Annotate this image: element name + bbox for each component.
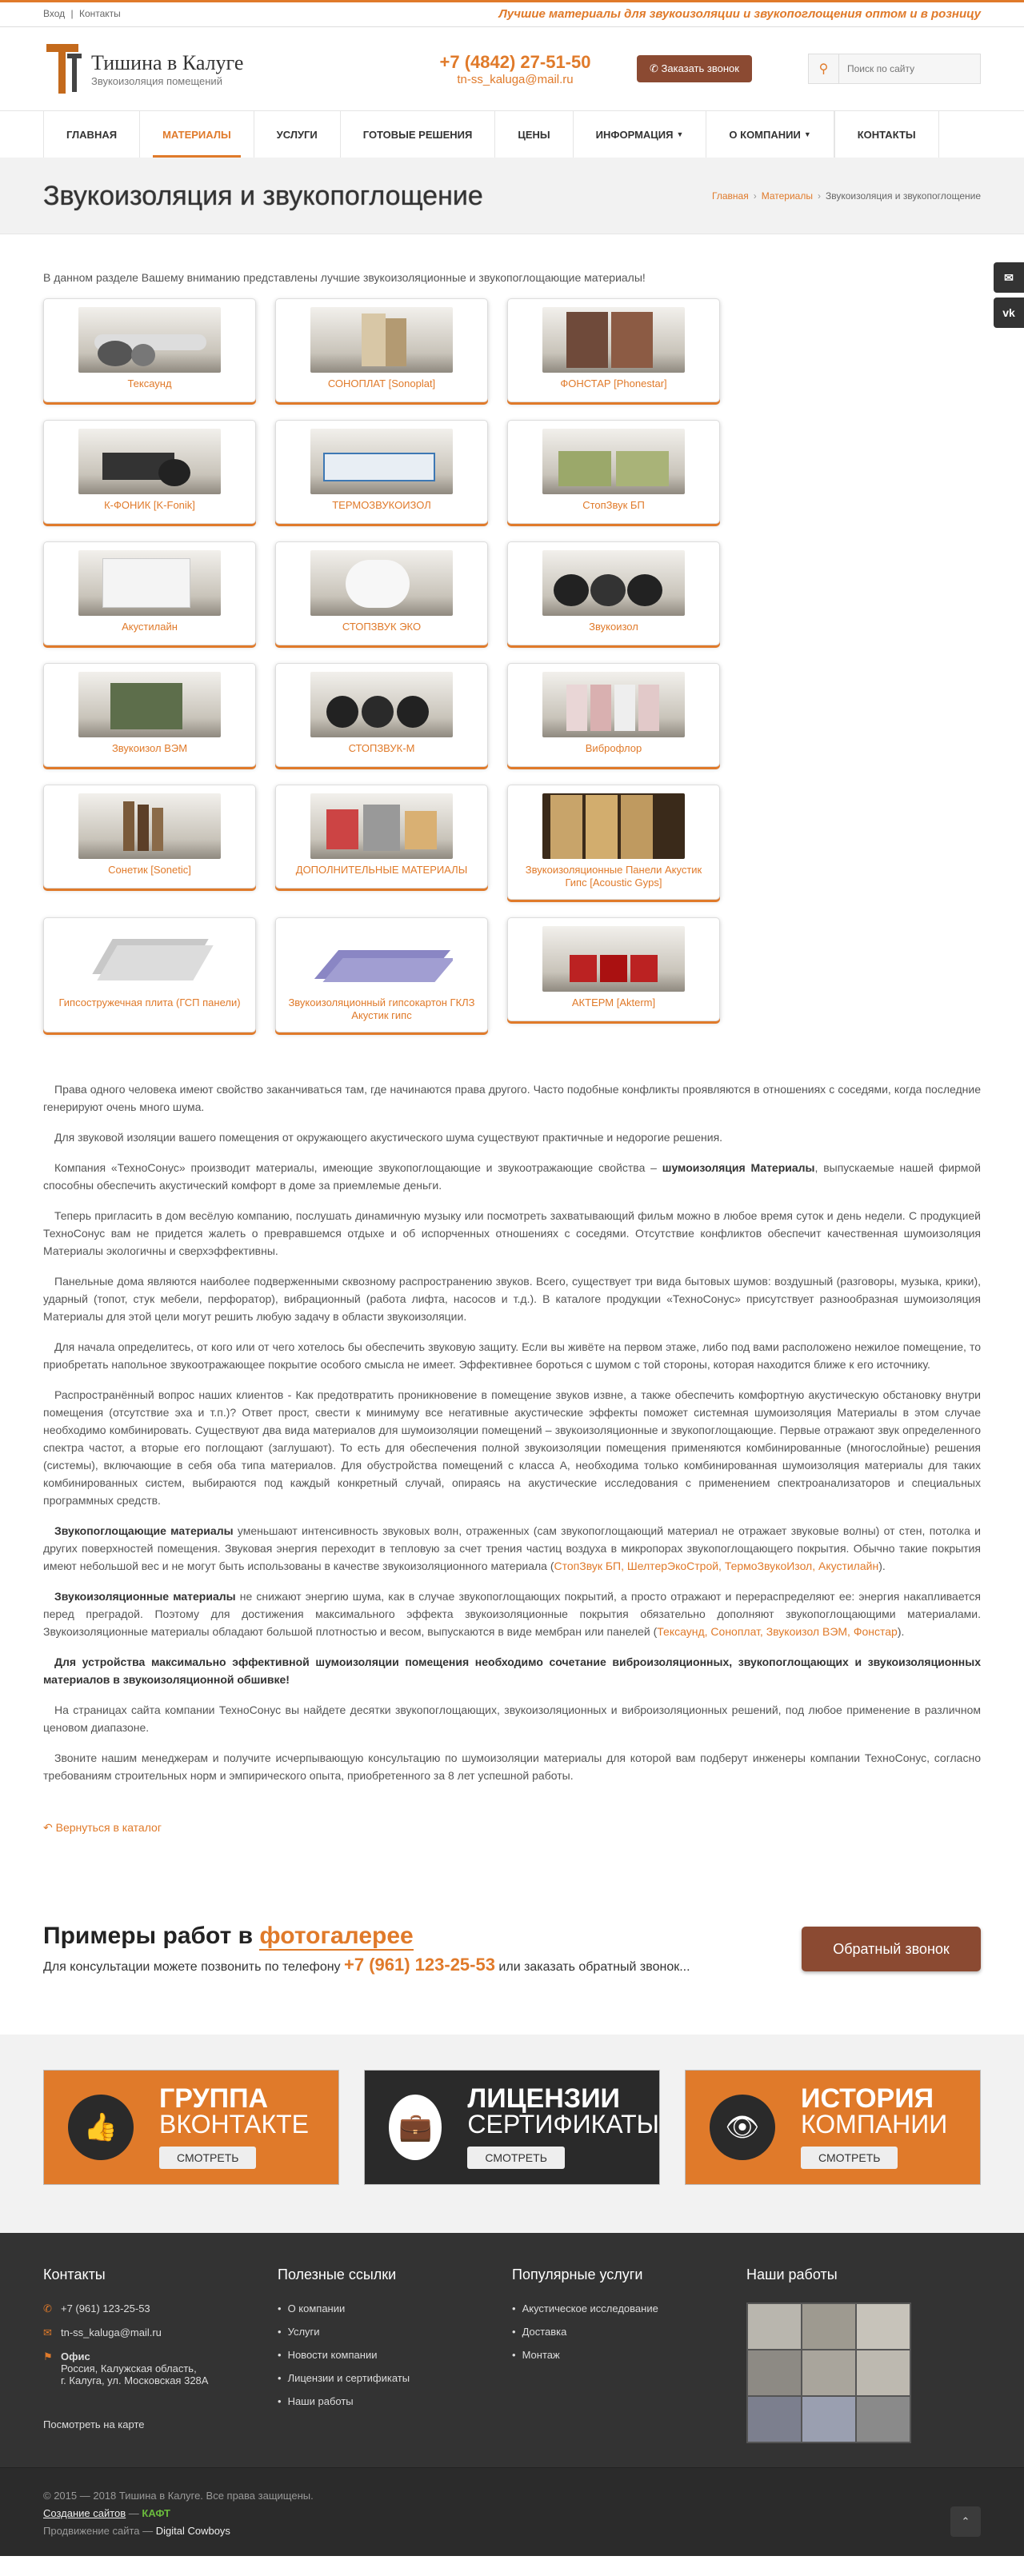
product-title: Тексаунд xyxy=(127,377,172,389)
banner-licenses[interactable]: 💼 ЛИЦЕНЗИИ СЕРТИФИКАТЫ СМОТРЕТЬ xyxy=(364,2070,660,2185)
product-image xyxy=(78,550,221,616)
mail-icon[interactable]: ✉ xyxy=(994,262,1024,293)
copyright-bar: © 2015 — 2018 Тишина в Калуге. Все права защищены. Создание сайтов — КАФТ Продвижение сайта — Digital Cowboys ⌃ xyxy=(0,2467,1024,2556)
footer-service-link[interactable]: • Доставка xyxy=(512,2326,746,2338)
back-to-catalog-link[interactable] xyxy=(43,1821,981,1835)
product-card[interactable] xyxy=(275,663,488,767)
back-label: Вернуться в каталог xyxy=(55,1821,162,1834)
paragraph: Права одного человека имеют свойство заканчиваться там, где начинаются права другого. Часто подобные конфликты проявляются в отношениях с соседями, когда последние генерируют очень много шума. xyxy=(43,1083,981,1113)
logo-title: Тишина в Калуге xyxy=(91,50,244,74)
banner-vk[interactable]: 👍 ГРУППА ВКОНТАКТЕ СМОТРЕТЬ xyxy=(43,2070,339,2185)
banners xyxy=(0,2035,1024,2233)
product-card[interactable] xyxy=(507,917,720,1021)
search-icon[interactable]: ⚲ xyxy=(809,54,839,83)
materials-link[interactable]: Тексаунд, Соноплат, Звукоизол ВЭМ, Фонстар xyxy=(657,1625,898,1638)
gallery-thumb[interactable] xyxy=(747,2303,802,2350)
breadcrumb-current: Звукоизоляция и звукопоглощение xyxy=(825,190,981,202)
topbar xyxy=(0,0,1024,27)
product-image xyxy=(542,672,685,737)
footer-service-link[interactable]: • Монтаж xyxy=(512,2349,746,2361)
product-title: Звукоизоляционные Панели Акустик Гипс [Acoustic Gyps] xyxy=(525,864,702,889)
product-image xyxy=(542,550,685,616)
product-title: Виброфлор xyxy=(585,742,642,754)
nav-home[interactable]: ГЛАВНАЯ xyxy=(43,111,140,158)
caret-down-icon: ▼ xyxy=(676,130,684,138)
map-link[interactable]: Посмотреть на карте xyxy=(43,2418,145,2430)
product-title: К-ФОНИК [K-Fonik] xyxy=(104,499,195,511)
page-title: Звукоизоляция и звукопоглощение xyxy=(43,180,483,211)
product-grid xyxy=(43,298,939,1032)
gallery-thumb[interactable] xyxy=(802,2396,856,2442)
dev-link[interactable]: Создание сайтов xyxy=(43,2507,126,2519)
gallery-thumb[interactable] xyxy=(747,2350,802,2396)
product-card[interactable] xyxy=(275,420,488,524)
gallery-thumb[interactable] xyxy=(856,2350,910,2396)
banner-button[interactable]: СМОТРЕТЬ xyxy=(159,2147,256,2169)
product-card[interactable] xyxy=(507,298,720,402)
breadcrumb-materials[interactable]: Материалы xyxy=(761,190,813,202)
product-card[interactable] xyxy=(43,663,256,767)
social-sidebar xyxy=(994,262,1024,333)
works-title: Примеры работ в фотогалерее xyxy=(43,1923,414,1949)
article xyxy=(43,1080,981,1784)
footer-services: Популярные услуги • Акустическое исследование • Доставка • Монтаж xyxy=(512,2266,746,2443)
nav-contacts[interactable]: КОНТАКТЫ xyxy=(834,111,939,158)
product-card[interactable] xyxy=(43,785,256,889)
materials-link[interactable]: СтопЗвук БП, ШелтерЭкоСтрой, ТермоЗвукоИзол, Акустилайн xyxy=(554,1560,879,1572)
product-title: Сонетик [Sonetic] xyxy=(108,864,191,876)
vk-icon[interactable]: vk xyxy=(994,298,1024,328)
paragraph: Компания «ТехноСонус» производит материалы, имеющие звукопоглощающие и звукоотражающие свойства – шумоизоляция Материалы, выпускаемые нашей фирмой способны обеспечить акустический комфорт в доме за приемлемые деньги. xyxy=(43,1161,981,1192)
header-email[interactable]: tn-ss_kaluga@mail.ru xyxy=(457,72,574,86)
paragraph: Звукопоглощающие материалы уменьшают интенсивность звуковых волн, отраженных (сам звукопоглощающий материал не отражает звуковые волны) от стен, потолка и других поверхностей помещения. Звуковая энергия переходит в тепловую за счет трения частиц воздуха в микропорах звукопоглощающего покрытия. Обычно такие покрытия имеют небольшой вес и не могут быть использованы в качестве звукоизоляционного материала (СтопЗвук БП, ШелтерЭкоСтрой, ТермоЗвукоИзол, Акустилайн). xyxy=(43,1524,982,1572)
works-phone[interactable]: +7 (961) 123-25-53 xyxy=(344,1955,495,1975)
nav-prices[interactable]: ЦЕНЫ xyxy=(495,111,573,158)
product-image xyxy=(310,926,453,992)
banner-button[interactable]: СМОТРЕТЬ xyxy=(467,2147,564,2169)
breadcrumb-sep: › xyxy=(817,190,821,202)
banner-button[interactable]: СМОТРЕТЬ xyxy=(801,2147,898,2169)
footer-link[interactable]: • Наши работы xyxy=(278,2395,512,2407)
works-section xyxy=(0,1923,1024,2003)
main-nav xyxy=(0,110,1024,158)
product-card[interactable] xyxy=(43,420,256,524)
digital-cowboys-link[interactable]: Digital Cowboys xyxy=(155,2525,230,2537)
paragraph: Распространённый вопрос наших клиентов - Как предотвратить проникновение в помещение звуков извне, а также обеспечить комфортную акустическую обстановку внутри помещения (отсутствие эха и т.п.)? Ответ прост, свести к минимуму все негативные акустические эффекты поможет системная шумоизоляция Материалы в этом случае необходимо комбинировать. Существуют два вида материалов для шумоизоляции помещений – звукоизоляционные и звукопоглощающие. Первые отражают звук определенного спектра частот, а вторые его поглощают (заглушают). То есть для обеспечения полной звукоизоляции помещения применяются комбинированные (многослойные) решения (системы), включающие в себя оба типа материалов. Для обустройства помещений с класса А, необходима только комбинированная шумоизоляция материалы для таких комбинированных систем, выбираются под каждый конкретный случай, опираясь на акустические исследования с применением спектроанализаторов и специальных программных средств. xyxy=(43,1388,981,1507)
gallery-thumb[interactable] xyxy=(856,2303,910,2350)
product-card[interactable] xyxy=(507,541,720,645)
phone-icon: ✆ xyxy=(43,2302,52,2314)
paragraph: Для начала определитесь, от кого или от чего хотелось бы обеспечить звуковую защиту. Если вы живёте на первом этаже, либо под вами расположено нежилое помещение, то приобретать напольное звукоотражающее покрытие особого смысла не имеет. Эффективнее бороться с шумом с той стороны, которая находится ближе к его источнику. xyxy=(43,1340,981,1371)
product-image xyxy=(78,429,221,494)
works-subtitle: Для консультации можете позвонить по телефону +7 (961) 123-25-53 или заказать обратный звонок... xyxy=(43,1955,690,1975)
product-title: Звукоизоляционный гипсокартон ГКЛЗ Акустик гипс xyxy=(288,996,475,1021)
nav-info-label: ИНФОРМАЦИЯ xyxy=(595,128,674,141)
page-title-bar xyxy=(0,158,1024,234)
breadcrumb xyxy=(712,190,981,202)
breadcrumb-home[interactable]: Главная xyxy=(712,190,749,202)
product-image xyxy=(542,307,685,373)
product-title: Акустилайн xyxy=(122,621,178,633)
order-call-button[interactable] xyxy=(637,55,752,82)
footer-service-link[interactable]: • Акустическое исследование xyxy=(512,2302,746,2314)
product-card[interactable] xyxy=(507,420,720,524)
product-title: ФОНСТАР [Phonestar] xyxy=(560,377,667,389)
product-title: СОНОПЛАТ [Sonoplat] xyxy=(327,377,436,389)
order-call-label: Заказать звонок xyxy=(661,62,739,74)
product-card[interactable] xyxy=(275,917,488,1032)
gallery-thumb[interactable] xyxy=(802,2350,856,2396)
product-card[interactable] xyxy=(275,298,488,402)
topbar-separator: | xyxy=(70,8,74,19)
product-image xyxy=(542,793,685,859)
phone-icon: ✆ xyxy=(650,62,662,74)
caret-down-icon: ▼ xyxy=(803,130,811,138)
nav-about[interactable] xyxy=(706,111,834,158)
paragraph: На страницах сайта компании ТехноСонус вы найдете десятки звукопоглощающих, звукоизоляционных и виброизоляционных решений, под любое применение в различном ценовом диапазоне. xyxy=(43,1703,981,1734)
product-image xyxy=(310,793,453,859)
kaft-link[interactable]: КАФТ xyxy=(142,2507,170,2519)
paragraph: Панельные дома являются наиболее подверженными сквозному распространению звуков. Всего, существует три вида бытовых шумов: воздушный (разговоры, музыка, крики), ударный (топот, стук мебели, перфоратор), вибрационный (работа лифта, насосов и т.д.). В каталоге продукции «ТехноСонус» присутствует разнообразная шумоизоляция Материалы для этой цели могут решить любую задачу в области звукоизоляции. xyxy=(43,1275,981,1323)
product-title: СТОПЗВУК ЭКО xyxy=(342,621,422,633)
product-title: ТЕРМОЗВУКОИЗОЛ xyxy=(332,499,431,511)
logo-mark-icon xyxy=(43,41,88,97)
search-box xyxy=(808,54,981,84)
product-card[interactable] xyxy=(507,663,720,767)
product-title: АКТЕРМ [Akterm] xyxy=(571,996,656,1008)
footer-link[interactable]: • Лицензии и сертификаты xyxy=(278,2372,512,2384)
copyright-text: © 2015 — 2018 Тишина в Калуге. Все права защищены. xyxy=(43,2490,314,2502)
gallery-thumb[interactable] xyxy=(856,2396,910,2442)
product-card[interactable] xyxy=(275,785,488,889)
briefcase-icon: 💼 xyxy=(389,2095,442,2160)
footer-link[interactable]: • Услуги xyxy=(278,2326,512,2338)
thumbs-up-icon: 👍 xyxy=(68,2095,134,2160)
product-title: Звукоизол ВЭМ xyxy=(111,742,188,754)
product-image xyxy=(542,429,685,494)
banner-history[interactable]: 👁 ИСТОРИЯ КОМПАНИИ СМОТРЕТЬ xyxy=(685,2070,981,2185)
logo[interactable] xyxy=(43,41,379,97)
nav-solutions[interactable]: ГОТОВЫЕ РЕШЕНИЯ xyxy=(341,111,496,158)
product-title: СтопЗвук БП xyxy=(582,499,645,511)
footer-contacts: Контакты ✆ +7 (961) 123-25-53 ✉ tn-ss_kaluga@mail.ru ⚑ Офис Россия, Калужская область, г. Калуга, ул. Московская 328А Посмотреть на карте xyxy=(43,2266,278,2443)
mail-icon: ✉ xyxy=(43,2326,52,2338)
nav-info[interactable] xyxy=(574,111,707,158)
gallery-thumb[interactable] xyxy=(747,2396,802,2442)
intro-text: В данном разделе Вашему вниманию представлены лучшие звукоизоляционные и звукопоглощающие материалы! xyxy=(43,271,646,284)
eye-icon: 👁 xyxy=(710,2095,775,2160)
product-image xyxy=(310,550,453,616)
location-icon: ⚑ xyxy=(43,2350,53,2362)
header xyxy=(0,27,1024,110)
footer xyxy=(0,2233,1024,2467)
product-image xyxy=(542,926,685,992)
product-image xyxy=(78,793,221,859)
scroll-up-icon[interactable]: ⌃ xyxy=(950,2506,981,2537)
product-card[interactable] xyxy=(275,541,488,645)
product-card[interactable] xyxy=(43,541,256,645)
header-phone[interactable]: +7 (4842) 27-51-50 xyxy=(439,51,591,72)
footer-link[interactable]: • О компании xyxy=(278,2302,512,2314)
paragraph: Звукоизоляционные материалы не снижают энергию шума, как в случае звукопоглощающих покрытий, а просто отражают и перераспределяют ее: энергия накапливается перед преградой. Поэтому для достижения максимального эффекта звукоизоляционные покрытия обязательно дополняют звукопоглощающими материалами. Звукоизоляционные материалы обладают большой плотностью и весом, выпускаются в виде мембран или панелей (Тексаунд, Соноплат, Звукоизол ВЭМ, Фонстар). xyxy=(43,1590,981,1638)
paragraph: Теперь пригласить в дом весёлую компанию, послушать динамичную музыку или посмотреть захватывающий фильм можно в любое время суток и день недели. С продукцией ТехноСонус вам не придется жалеть о превравшемся отдыхе и об испорченных отношениях с соседями. Отсутствие конфликтов обеспечит качественная шумоизоляция Материалы экологичны и сверхэффективны. xyxy=(43,1209,981,1257)
product-title: Гипсостружечная плита (ГСП панели) xyxy=(58,996,241,1008)
reply-arrow-icon: ↶ xyxy=(43,1821,56,1834)
works-gallery xyxy=(746,2302,911,2443)
product-image xyxy=(78,307,221,373)
logo-subtitle: Звукоизоляция помещений xyxy=(91,74,222,87)
footer-works: Наши работы xyxy=(746,2266,981,2443)
paragraph: Для устройства максимально эффективной шумоизоляции помещения необходимо сочетание виброизоляционных, звукопоглощающих и звукоизоляционных материалов в звукоизоляционной обшивке! xyxy=(43,1655,981,1686)
footer-links: Полезные ссылки • О компании • Услуги • Новости компании • Лицензии и сертификаты • Наши работы xyxy=(278,2266,512,2443)
product-card[interactable] xyxy=(507,785,720,900)
gallery-link[interactable]: фотогалерее xyxy=(259,1923,414,1949)
nav-about-label: О КОМПАНИИ xyxy=(729,128,801,141)
product-image xyxy=(310,307,453,373)
login-link[interactable]: Вход xyxy=(43,8,66,19)
paragraph: Для звуковой изоляции вашего помещения от окружающего акустического шума существуют практичные и недорогие решения. xyxy=(54,1131,723,1144)
contacts-link[interactable]: Контакты xyxy=(78,8,121,19)
product-title: ДОПОЛНИТЕЛЬНЫЕ МАТЕРИАЛЫ xyxy=(295,864,468,876)
footer-link[interactable]: • Новости компании xyxy=(278,2349,512,2361)
product-title: Звукоизол xyxy=(589,621,638,633)
product-image xyxy=(310,672,453,737)
product-title: СТОПЗВУК-М xyxy=(348,742,415,754)
paragraph: Звоните нашим менеджерам и получите исчерпывающую консультацию по шумоизоляции материалы для которой вам подберут инженеры компании ТехноСонус, согласно требованиям строительных норм и эмпирического опыта, приобретенного за 8 лет успешной работы. xyxy=(43,1751,981,1782)
product-image xyxy=(310,429,453,494)
callback-button[interactable]: Обратный звонок xyxy=(802,1927,981,1971)
breadcrumb-sep: › xyxy=(753,190,757,202)
search-input[interactable] xyxy=(839,54,975,83)
gallery-thumb[interactable] xyxy=(802,2303,856,2350)
slogan: Лучшие материалы для звукоизоляции и звукопоглощения оптом и в розницу xyxy=(498,6,981,21)
product-card[interactable] xyxy=(43,917,256,1032)
product-image xyxy=(78,926,221,992)
product-card[interactable] xyxy=(43,298,256,402)
product-image xyxy=(78,672,221,737)
nav-materials[interactable]: МАТЕРИАЛЫ xyxy=(140,111,254,158)
nav-services[interactable]: УСЛУГИ xyxy=(254,111,341,158)
